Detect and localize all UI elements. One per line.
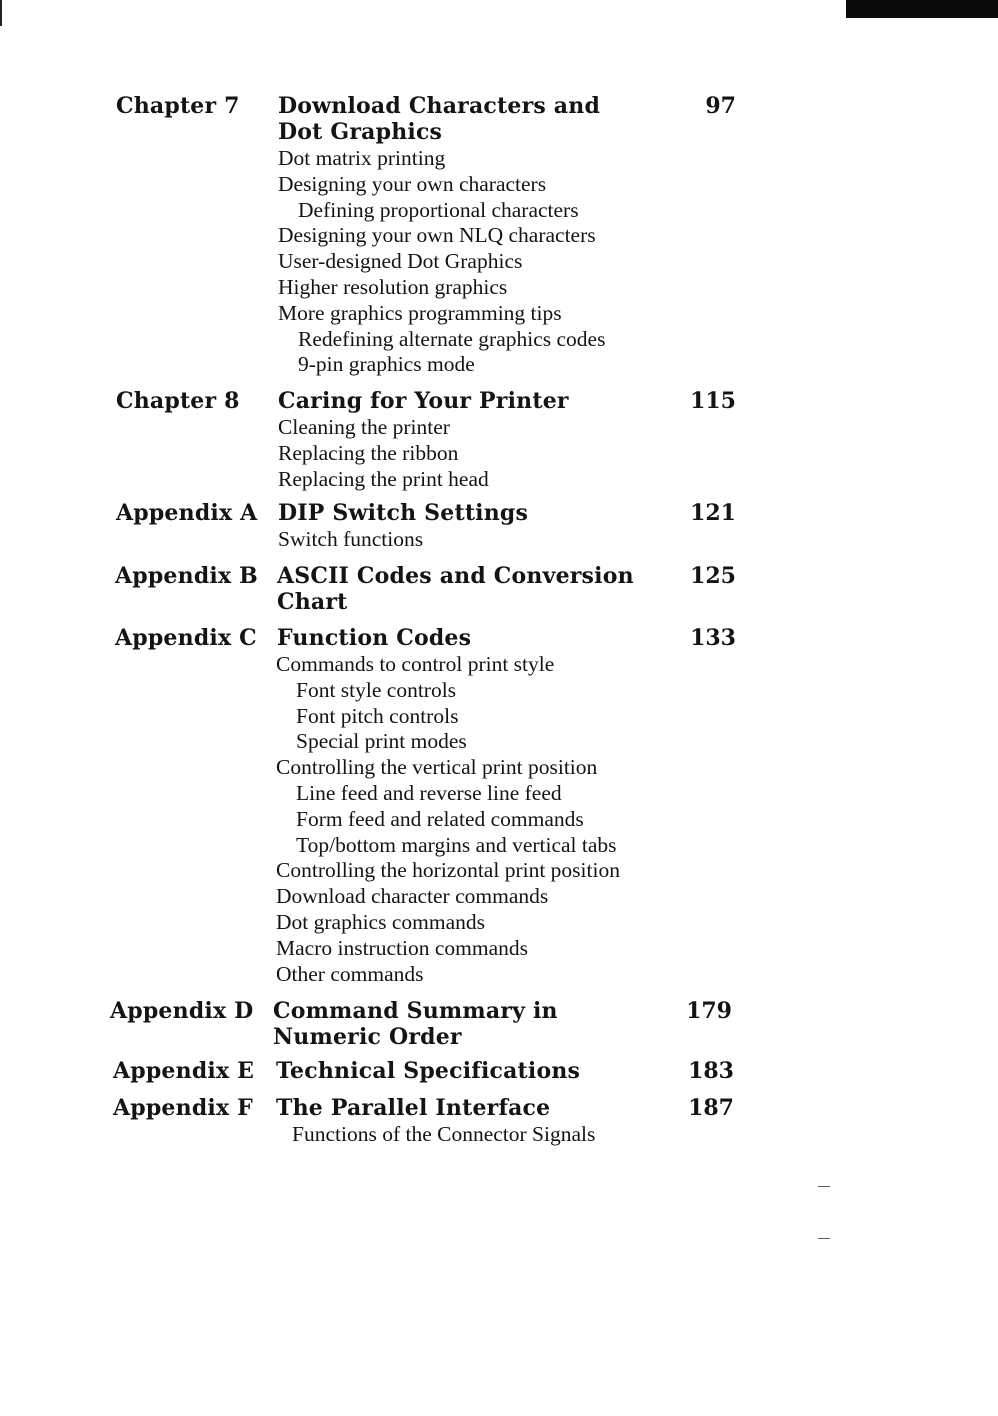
subtopic-item: More graphics programming tips xyxy=(278,300,562,325)
entry-title: Download Characters and Dot Graphics xyxy=(278,93,601,145)
subtopic-item: Line feed and reverse line feed xyxy=(296,780,562,805)
margin-dash xyxy=(818,1186,830,1187)
subtopic-item: User-designed Dot Graphics xyxy=(278,249,523,274)
entry-title: Command Summary in Numeric Order xyxy=(273,998,558,1050)
entry-label: Appendix B xyxy=(115,563,258,589)
entry-label: Appendix E xyxy=(113,1058,255,1084)
entry-label: Chapter 7 xyxy=(116,93,240,119)
entry-page-number: 183 xyxy=(688,1058,734,1084)
subtopic-item: Font style controls xyxy=(296,677,457,702)
scan-corner-mark xyxy=(846,0,998,18)
subtopic-item: Download character commands xyxy=(276,884,549,909)
subtopic-item: Form feed and related commands xyxy=(296,806,584,831)
subtopic-item: Macro instruction commands xyxy=(276,935,528,960)
subtopic-item: Designing your own characters xyxy=(278,171,547,196)
subtopic-item: Redefining alternate graphics codes xyxy=(298,326,606,351)
entry-label: Appendix D xyxy=(110,998,254,1024)
entry-subtopics xyxy=(278,146,605,378)
entry-page-number: 133 xyxy=(690,625,736,651)
entry-page-number: 179 xyxy=(686,998,732,1024)
entry-label: Appendix A xyxy=(116,500,258,526)
subtopic-item: Controlling the vertical print position xyxy=(276,755,598,780)
entry-subtopics xyxy=(292,1122,595,1148)
entry-page-number: 125 xyxy=(690,563,736,589)
entry-label: Appendix C xyxy=(115,625,257,651)
entry-page-number: 97 xyxy=(705,93,736,119)
subtopic-item: Dot graphics commands xyxy=(276,909,485,934)
subtopic-item: 9-pin graphics mode xyxy=(298,352,475,377)
margin-dash xyxy=(818,1238,830,1239)
entry-title: Caring for Your Printer xyxy=(278,388,569,414)
entry-title: DIP Switch Settings xyxy=(278,500,529,526)
subtopic-item: Functions of the Connector Signals xyxy=(292,1122,596,1146)
subtopic-item: Higher resolution graphics xyxy=(278,274,508,299)
subtopic-item: Defining proportional characters xyxy=(298,197,579,222)
entry-title: Technical Specifications xyxy=(276,1058,581,1084)
subtopic-item: Commands to control print style xyxy=(276,652,555,676)
subtopic-item: Cleaning the printer xyxy=(278,415,450,439)
entry-label: Appendix F xyxy=(113,1095,253,1121)
subtopic-item: Designing your own NLQ characters xyxy=(278,223,596,248)
entry-page-number: 115 xyxy=(690,388,736,414)
subtopic-item: Dot matrix printing xyxy=(278,146,446,170)
subtopic-item: Replacing the ribbon xyxy=(278,440,459,465)
scan-edge-tick xyxy=(0,0,2,26)
subtopic-item: Font pitch controls xyxy=(296,703,459,728)
subtopic-item: Other commands xyxy=(276,961,424,986)
subtopic-item: Replacing the print head xyxy=(278,466,489,491)
subtopic-item: Special print modes xyxy=(296,729,467,754)
entry-subtopics xyxy=(278,527,423,553)
entry-label: Chapter 8 xyxy=(116,388,240,414)
subtopic-item: Switch functions xyxy=(278,527,424,551)
subtopic-item: Controlling the horizontal print position xyxy=(276,858,620,883)
entry-subtopics xyxy=(276,652,620,987)
entry-title: ASCII Codes and Conversion Chart xyxy=(277,563,634,615)
entry-title: Function Codes xyxy=(277,625,472,651)
subtopic-item: Top/bottom margins and vertical tabs xyxy=(296,832,617,857)
entry-page-number: 121 xyxy=(690,500,736,526)
entry-subtopics xyxy=(278,415,489,492)
entry-page-number: 187 xyxy=(688,1095,734,1121)
entry-title: The Parallel Interface xyxy=(276,1095,551,1121)
